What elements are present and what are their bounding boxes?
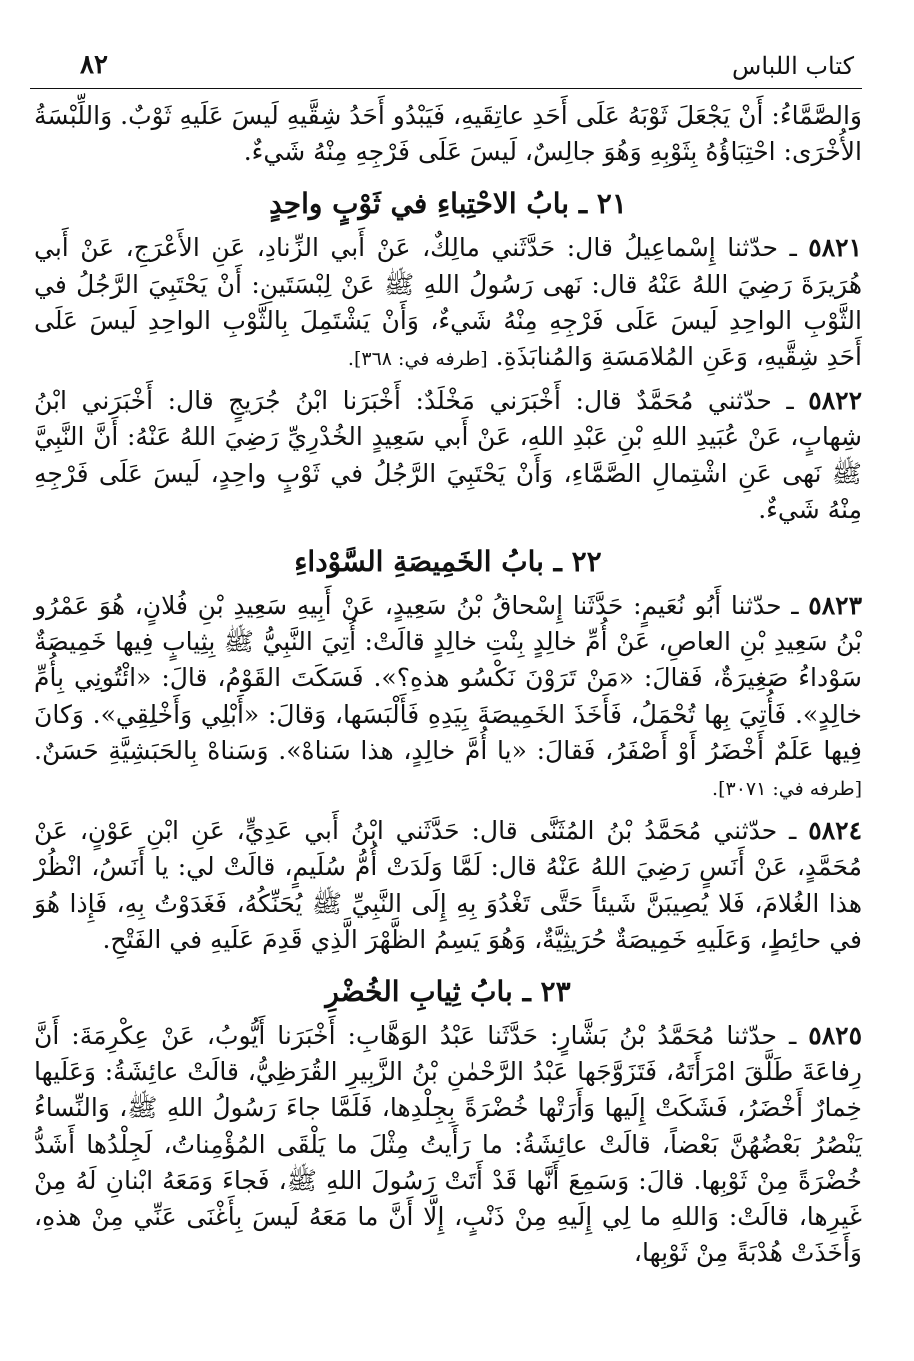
- hadith-text: ـ حدّثنا أَبُو نُعَيمٍ: حَدَّثَنا إِسْحاقُ بْنُ سَعِيدٍ، عَنْ أَبِيهِ سَعِيدِ بْنِ فُلانٍ، هُوَ عَمْرُو بْنُ سَعِيدِ بْنِ العاصِ، عَنْ أُمِّ خالِدٍ بِنْتِ خالِدٍ قالَتْ: أُتِيَ النَّبِيُّ ﷺ بِثِيابٍ فِيها خَمِيصَةٌ سَوْداءُ صَغِيرَةٌ، فَقالَ: «مَنْ تَرَوْنَ نَكْسُو هذهِ؟». فَسَكَتَ القَوْمُ، قالَ: «ائْتُونِي بِأُمِّ خالِدٍ». فَأُتِيَ بِها تُحْمَلُ، فَأَخَذَ الخَمِيصَةَ بِيَدِهِ فَأَلْبَسَها، وَقالَ: «أَبْلِي وَأَخْلِقِي». وَكانَ فِيها عَلَمٌ أَخْضَرُ أَوْ أَصْفَرُ، فَقالَ: «يا أُمَّ خالِدٍ، هذا سَناهْ». وَسَناهْ بِالحَبَشِيَّةِ حَسَنٌ.: [34, 591, 862, 765]
- hadith-5824: [34, 813, 862, 958]
- page-header: [30, 48, 862, 89]
- running-title: كتاب اللباس: [732, 52, 854, 80]
- chapter-heading-22: ٢٢ ـ بابُ الخَمِيصَةِ السَّوْداءِ: [294, 545, 602, 579]
- hadith-5822: [34, 383, 862, 528]
- hadith-text: ـ حدّثني مُحَمَّدُ بْنُ المُثَنَّى قال: حَدَّثَني ابْنُ أَبي عَدِيٍّ، عَنِ ابْنِ عَوْنٍ، عَنْ مُحَمَّدٍ، عَنْ أَنَسٍ رَضِيَ اللهُ عَنْهُ قال: لَمَّا وَلَدَتْ أُمُّ سُلَيمٍ، قالَتْ لي: يا أَنَسُ، انْظُرْ هذا الغُلامَ، فَلا يُصِيبَنَّ شَيئاً حَتَّى تَغْدُوَ بِهِ إِلَى النَّبِيِّ ﷺ يُحَنِّكُهُ، فَغَدَوْتُ بِهِ، فَإِذا هُوَ في حائِطٍ، وَعَلَيهِ خَمِيصَةٌ حُرَيثِيَّةٌ، وَهُوَ يَسِمُ الظَّهْرَ الَّذِي قَدِمَ عَلَيهِ في الفَتْحِ.: [34, 816, 862, 954]
- cross-reference: [طرفه في: ٣٦٨].: [347, 348, 488, 371]
- hadith-text: ـ حدّثني مُحَمَّدٌ قال: أَخْبَرَني مَخْلَدٌ: أَخْبَرَنا ابْنُ جُرَيجٍ قال: أَخْبَرَني ابْنُ شِهابٍ، عَنْ عُبَيدِ اللهِ بْنِ عَبْدِ اللهِ، عَنْ أَبي سَعِيدٍ الخُدْرِيِّ رَضِيَ اللهُ عَنْهُ: أَنَّ النَّبِيَّ ﷺ نَهى عَنِ اشْتِمالِ الصَّمَّاءِ، وَأَنْ يَحْتَبِيَ الرَّجُلُ في ثَوْبٍ واحِدٍ، لَيسَ عَلَى فَرْجِهِ مِنْهُ شَيءٌ.: [34, 386, 862, 524]
- page-number: ٨٢: [80, 50, 108, 80]
- cross-reference: [طرفه في: ٣٠٧١].: [712, 778, 862, 801]
- hadith-number: ٥٨٢١: [808, 233, 862, 263]
- hadith-text: ـ حدّثنا مُحَمَّدُ بْنُ بَشَّارٍ: حَدَّثَنا عَبْدُ الوَهَّابِ: أَخْبَرَنا أَيُّوبُ، عَنْ عِكْرِمَةَ: أَنَّ رِفاعَةَ طَلَّقَ امْرَأَتَهُ، فَتَزَوَّجَها عَبْدُ الرَّحْمٰنِ بْنُ الزَّبِيرِ القُرَظِيُّ، قالَتْ عائِشَةُ: وَعَلَيها خِمارٌ أَخْضَرُ، فَشَكَتْ إِلَيها وَأَرَتْها خُضْرَةً بِجِلْدِها، فَلَمَّا جاءَ رَسُولُ اللهِ ﷺ، وَالنِّساءُ يَنْصُرُ بَعْضُهُنَّ بَعْضاً، قالَتْ عائِشَةُ: ما رَأَيتُ مِثْلَ ما يَلْقَى المُؤْمِناتُ، لَجِلْدُها أَشَدُّ خُضْرَةً مِنْ ثَوْبِها. قالَ: وَسَمِعَ أَنَّها قَدْ أَتَتْ رَسُولَ اللهِ ﷺ، فَجاءَ وَمَعَهُ ابْنانِ لَهُ مِنْ غَيرِها، قالَتْ: وَاللهِ ما لِي إِلَيهِ مِنْ ذَنْبٍ، إِلَّا أَنَّ ما مَعَهُ لَيسَ بِأَغْنَى عَنِّي مِنْ هذهِ، وَأَخَذَتْ هُدْبَةً مِنْ ثَوْبِها،: [34, 1021, 863, 1268]
- hadith-5823: [34, 588, 862, 807]
- hadith-number: ٥٨٢٢: [808, 386, 862, 416]
- hadith-5825: [34, 1018, 862, 1271]
- hadith-text: ـ حدّثنا إِسْماعِيلُ قال: حَدَّثَني مالِكٌ، عَنْ أَبي الزِّنادِ، عَنِ الأَعْرَجِ، عَنْ أَبي هُرَيرَةَ رَضِيَ اللهُ عَنْهُ قال: نَهى رَسُولُ اللهِ ﷺ عَنْ لِبْسَتَينِ: أَنْ يَحْتَبِيَ الرَّجُلُ في الثَّوْبِ الواحِدِ لَيسَ عَلَى فَرْجِهِ مِنْهُ شَيءٌ، وَأَنْ يَشْتَمِلَ بِالثَّوْبِ الواحِدِ لَيسَ عَلَى أَحَدِ شِقَّيهِ، وَعَنِ المُلامَسَةِ وَالمُنابَذَةِ.: [34, 233, 862, 372]
- chapter-heading-21: ٢١ ـ بابُ الاحْتِباءِ في ثَوْبٍ واحِدٍ: [269, 187, 627, 221]
- hadith-number: ٥٨٢٤: [808, 816, 862, 846]
- page-body: [34, 98, 862, 1271]
- hadith-number: ٥٨٢٥: [808, 1021, 862, 1051]
- hadith-number: ٥٨٢٣: [808, 591, 862, 621]
- chapter-heading-23: ٢٣ ـ بابُ ثِيابِ الخُضْرِ: [325, 975, 571, 1009]
- hadith-5821: [34, 230, 862, 377]
- intro-paragraph: وَالصَّمَّاءُ: أَنْ يَجْعَلَ ثَوْبَهُ عَلَى أَحَدِ عاتِقَيهِ، فَيَبْدُو أَحَدُ شِقَّيهِ لَيسَ عَلَيهِ ثَوْبٌ. وَاللِّبْسَةُ الأُخْرَى: احْتِبَاؤُهُ بِثَوْبِهِ وَهُوَ جالِسٌ، لَيسَ عَلَى فَرْجِهِ مِنْهُ شَيءٌ.: [34, 101, 862, 167]
